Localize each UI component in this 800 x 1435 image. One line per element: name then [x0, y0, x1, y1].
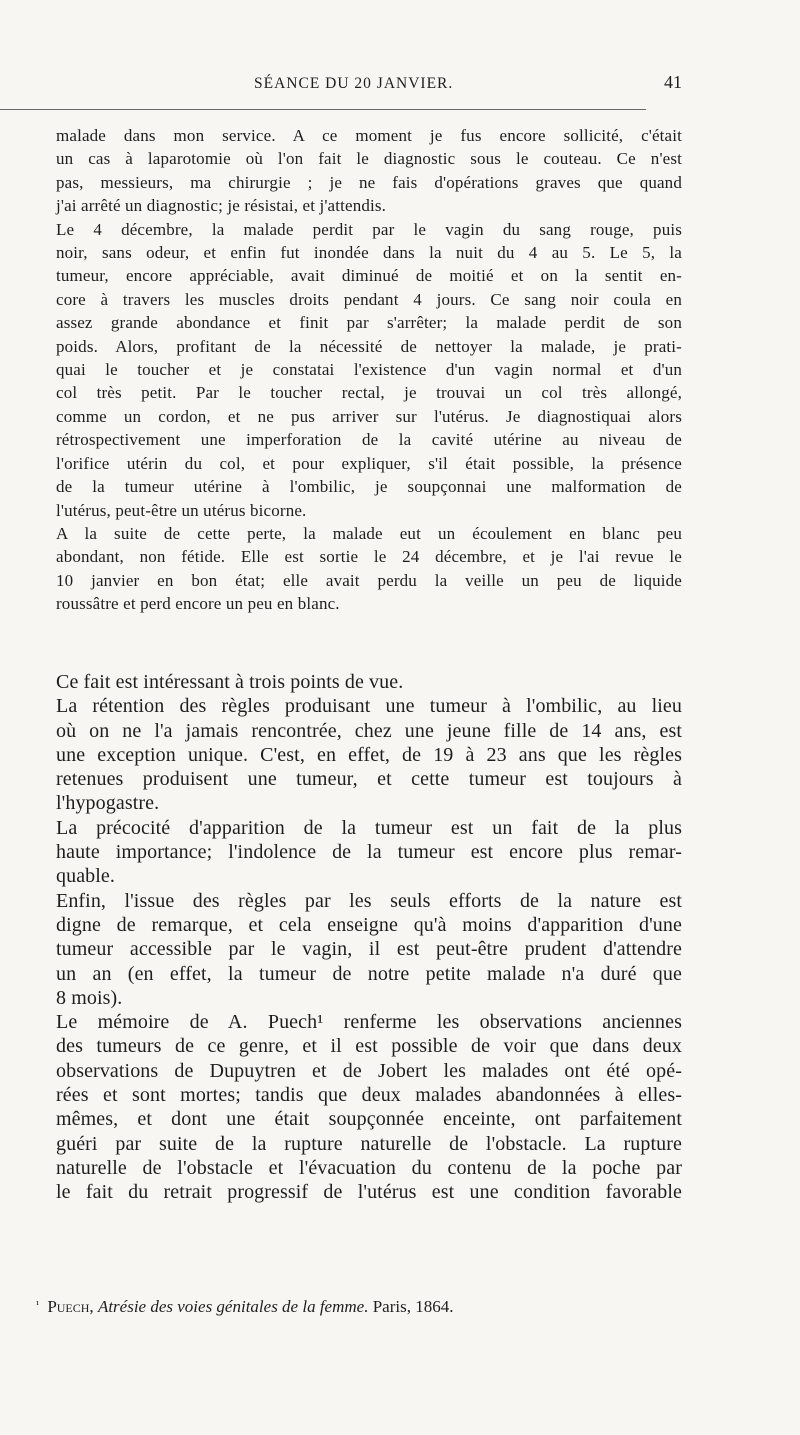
- running-title: SÉANCE DU 20 JANVIER.: [254, 75, 454, 92]
- header-rule: [0, 109, 646, 110]
- text-line: naturelle de l'obstacle et l'évacuation du contenu de la poche par: [56, 1156, 682, 1179]
- text-line: Le 4 décembre, la malade perdit par le vagin du sang rouge, puis: [56, 219, 682, 239]
- text-line: malade dans mon service. A ce moment je fus encore sollicité, c'était: [56, 126, 682, 145]
- paragraph: [36, 889, 682, 1010]
- text-line: rées et sont mortes; tandis que deux malades abandonnées à elles-: [56, 1084, 682, 1107]
- text-line: tumeur, encore appréciable, avait diminué de moitié et on la sentit en-: [56, 266, 682, 286]
- text-line: 10 janvier en bon état; elle avait perdu la veille un peu de liquide: [56, 570, 682, 590]
- paragraph: [36, 124, 682, 218]
- text-line: poids. Alors, profitant de la nécessité de nettoyer la malade, je prati-: [56, 336, 682, 356]
- text-line: mêmes, et dont une était soupçonnée enceinte, ont parfaitement: [56, 1108, 682, 1131]
- text-line: Ce fait est intéressant à trois points de vue.: [56, 671, 404, 693]
- text-block-small-print: [36, 124, 682, 616]
- text-line: quable.: [56, 865, 116, 888]
- text-line: un an (en effet, la tumeur de notre petite malade n'a duré que: [56, 962, 682, 985]
- text-line: retenues produisent une tumeur, et cette tumeur est toujours à: [56, 768, 682, 791]
- text-line: core à travers les muscles droits pendant 4 jours. Ce sang noir coula en: [56, 289, 682, 309]
- text-line: assez grande abondance et finit par s'arrêter; la malade perdit de son: [56, 313, 682, 333]
- paragraph: [36, 670, 682, 694]
- text-line: Enfin, l'issue des règles par les seuls efforts de la nature est: [56, 889, 682, 912]
- text-line: de la tumeur utérine à l'ombilic, je soupçonnai une malformation de: [56, 477, 682, 497]
- footnote: [36, 1295, 682, 1317]
- text-line: j'ai arrêté un diagnostic; je résistai, et j'attendis.: [56, 196, 387, 216]
- paragraph: [36, 1010, 682, 1204]
- paragraph: [36, 522, 682, 616]
- footnote-publication: Paris, 1864.: [368, 1297, 454, 1316]
- text-line: digne de remarque, et cela enseigne qu'à moins d'apparition d'une: [56, 913, 682, 936]
- text-line: col très petit. Par le toucher rectal, je trouvai un col très allongé,: [56, 383, 682, 403]
- text-line: le fait du retrait progressif de l'utérus est une condition favorable: [56, 1181, 682, 1204]
- text-line: l'orifice utérin du col, et pour expliquer, s'il était possible, la présence: [56, 453, 682, 473]
- paragraph: [36, 816, 682, 889]
- text-line: noir, sans odeur, et enfin fut inondée dans la nuit du 4 au 5. Le 5, la: [56, 243, 682, 263]
- text-line: une exception unique. C'est, en effet, de 19 à 23 ans que les règles: [56, 743, 682, 766]
- text-line: abondant, non fétide. Elle est sortie le 24 décembre, et je l'ai revue le: [56, 547, 682, 567]
- text-line: observations de Dupuytren et de Jobert les malades ont été opé-: [56, 1059, 682, 1082]
- text-line: haute importance; l'indolence de la tumeur est encore plus remar-: [56, 841, 682, 864]
- footnote-title: Atrésie des voies génitales de la femme.: [97, 1297, 369, 1316]
- text-line: rétrospectivement une imperforation de la cavité utérine au niveau de: [56, 430, 682, 450]
- text-line: Le mémoire de A. Puech¹ renferme les observations anciennes: [56, 1011, 682, 1034]
- page-header: [36, 70, 682, 100]
- paragraph: [36, 694, 682, 815]
- text-line: 8 mois).: [56, 986, 123, 1009]
- footnote-author: Puech,: [47, 1297, 94, 1316]
- footnote-marker: ¹: [36, 1299, 40, 1311]
- text-line: l'hypogastre.: [56, 792, 160, 815]
- text-line: comme un cordon, et ne pus arriver sur l'utérus. Je diagnostiquai alors: [56, 406, 682, 426]
- text-line: des tumeurs de ce genre, et il est possible de voir que dans deux: [56, 1035, 682, 1058]
- text-line: La rétention des règles produisant une tumeur à l'ombilic, au lieu: [56, 695, 682, 718]
- text-line: guéri par suite de la rupture naturelle de l'obstacle. La rupture: [56, 1132, 682, 1155]
- text-line: un cas à laparotomie où l'on fait le diagnostic sous le couteau. Ce n'est: [56, 149, 682, 169]
- text-line: quai le toucher et je constatai l'existence d'un vagin normal et d'un: [56, 360, 682, 380]
- text-line: pas, messieurs, ma chirurgie ; je ne fais d'opérations graves que quand: [56, 172, 682, 192]
- text-line: tumeur accessible par le vagin, il est peut-être prudent d'attendre: [56, 938, 682, 961]
- text-line: où on ne l'a jamais rencontrée, chez une jeune fille de 14 ans, est: [56, 719, 682, 742]
- text-line: l'utérus, peut-être un utérus bicorne.: [56, 500, 307, 520]
- page-number: 41: [664, 72, 682, 92]
- text-line: La précocité d'apparition de la tumeur est un fait de la plus: [56, 816, 682, 839]
- text-line: roussâtre et perd encore un peu en blanc.: [56, 594, 340, 614]
- text-line: A la suite de cette perte, la malade eut un écoulement en blanc peu: [56, 523, 682, 543]
- paragraph: [36, 218, 682, 522]
- text-block-main: [36, 670, 682, 1205]
